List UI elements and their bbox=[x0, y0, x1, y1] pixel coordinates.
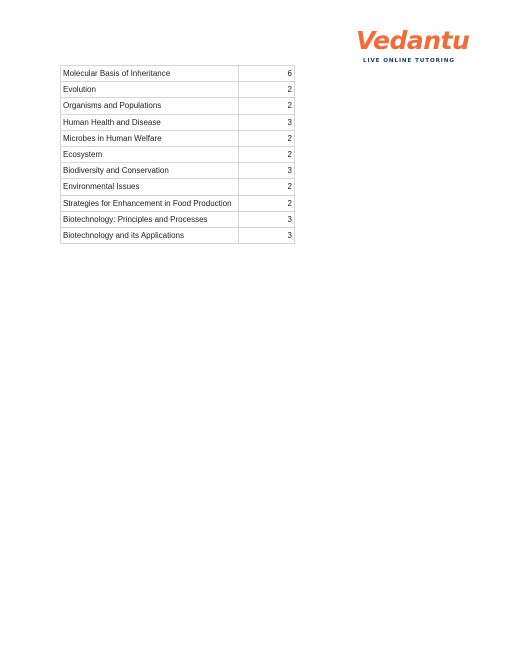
marks-cell: 3 bbox=[239, 163, 295, 179]
marks-cell: 3 bbox=[239, 114, 295, 130]
table-row bbox=[61, 163, 295, 179]
table-row bbox=[61, 228, 295, 244]
marks-cell: 2 bbox=[239, 179, 295, 195]
table-row bbox=[61, 147, 295, 163]
logo-wordmark: Vedantu bbox=[356, 26, 470, 55]
marks-cell: 2 bbox=[239, 82, 295, 98]
table-row bbox=[61, 82, 295, 98]
marks-cell: 3 bbox=[239, 228, 295, 244]
chapter-cell: Human Health and Disease bbox=[61, 114, 239, 130]
marks-cell: 2 bbox=[239, 130, 295, 146]
chapter-cell: Environmental Issues bbox=[61, 179, 239, 195]
vedantu-logo bbox=[356, 26, 470, 68]
table-row bbox=[61, 195, 295, 211]
table-row bbox=[61, 211, 295, 227]
marks-cell: 6 bbox=[239, 66, 295, 82]
marks-cell: 3 bbox=[239, 211, 295, 227]
logo-tagline: LIVE ONLINE TUTORING bbox=[363, 58, 455, 64]
marks-cell: 2 bbox=[239, 98, 295, 114]
table-row bbox=[61, 179, 295, 195]
chapter-cell: Strategies for Enhancement in Food Production bbox=[61, 195, 239, 211]
table-row bbox=[61, 114, 295, 130]
chapter-cell: Biotechnology: Principles and Processes bbox=[61, 211, 239, 227]
table-row bbox=[61, 130, 295, 146]
chapter-cell: Organisms and Populations bbox=[61, 98, 239, 114]
marks-cell: 2 bbox=[239, 147, 295, 163]
chapter-cell: Biotechnology and its Applications bbox=[61, 228, 239, 244]
chapter-marks-table bbox=[60, 65, 295, 244]
table-row bbox=[61, 66, 295, 82]
marks-cell: 2 bbox=[239, 195, 295, 211]
chapter-cell: Molecular Basis of Inheritance bbox=[61, 66, 239, 82]
chapter-cell: Microbes in Human Welfare bbox=[61, 130, 239, 146]
chapter-cell: Evolution bbox=[61, 82, 239, 98]
chapter-cell: Biodiversity and Conservation bbox=[61, 163, 239, 179]
chapter-cell: Ecosystem bbox=[61, 147, 239, 163]
table-row bbox=[61, 98, 295, 114]
